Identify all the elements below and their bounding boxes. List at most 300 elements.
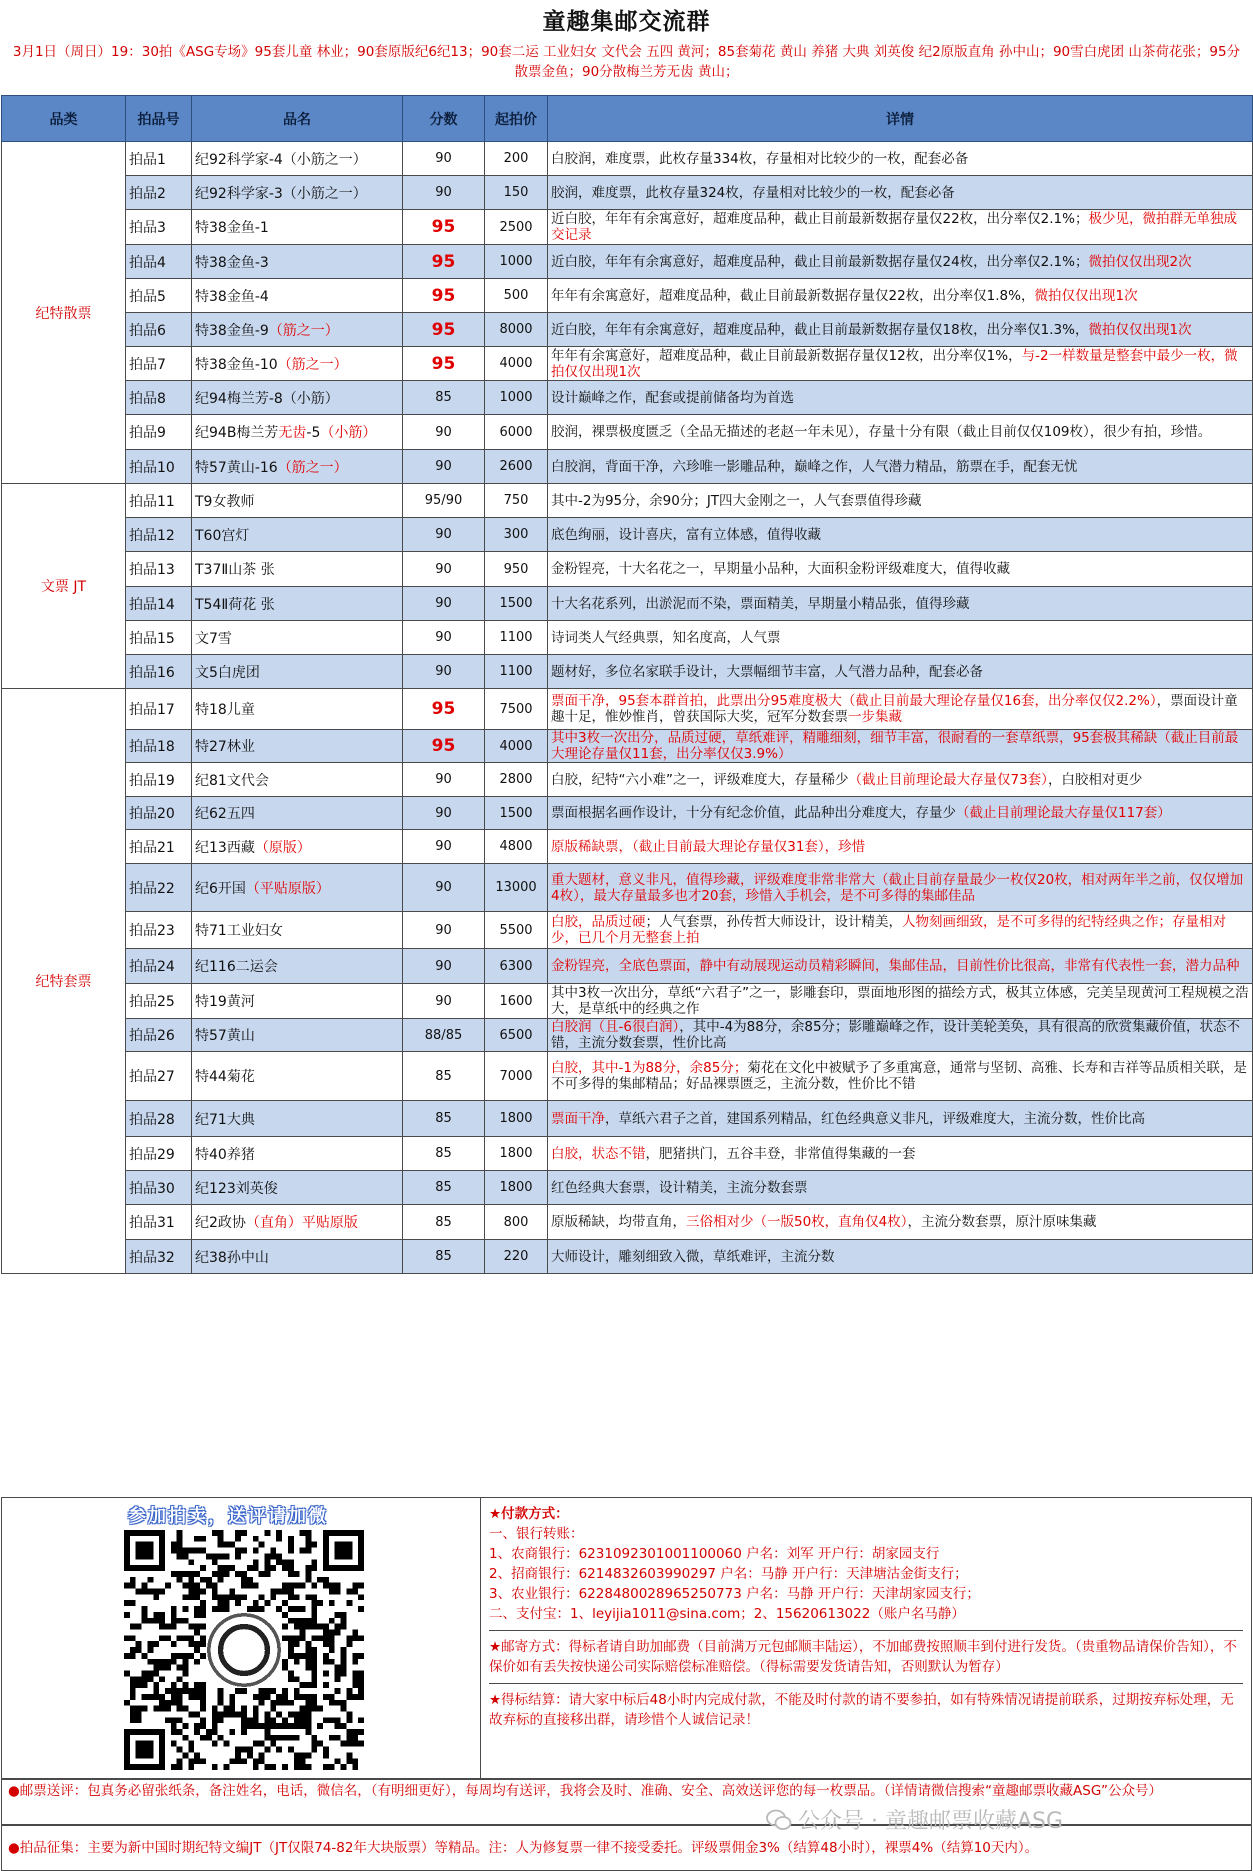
lot-detail-segment: 白胶润，难度票，此枚存量334枚，存量相对比较少的一枚，配套必备 — [551, 150, 969, 167]
lot-detail — [548, 655, 1253, 689]
lot-name — [192, 245, 403, 279]
page-title: 童趣集邮交流群 — [542, 7, 711, 35]
lot-detail-segment: 大师设计，雕刻细致入微，草纸难评，主流分数 — [551, 1248, 835, 1265]
lot-detail-segment: 年年有余寓意好，超难度品种，截止目前最新数据存量仅12枚，出分率仅1%， — [551, 347, 1022, 364]
lot-name — [192, 912, 403, 949]
lot-detail-segment: 金粉锃亮，十大名花之一，早期量小品种，大面积金粉评级难度大，值得收藏 — [551, 561, 1010, 577]
lot-name-segment: 纪38孙中山 — [195, 1249, 269, 1266]
table-row — [2, 381, 1253, 415]
lot-number: 拍品9 — [126, 415, 192, 450]
lot-name — [192, 450, 403, 484]
lot-number: 拍品16 — [126, 655, 192, 689]
lot-detail-segment: ，其中-4为88分，余85分；影雕巅峰之作，设计美轮美奂，具有很高的欣赏集藏价值，状态不错，主流分数套票，性价比高 — [551, 1019, 1241, 1051]
lot-number: 拍品21 — [126, 830, 192, 864]
lot-name-segment: 纪81文代会 — [195, 772, 269, 789]
header-price: 起拍价 — [485, 96, 548, 142]
lot-detail — [548, 984, 1253, 1019]
table-row — [2, 912, 1253, 949]
lot-score: 95 — [403, 279, 485, 313]
lot-start-price: 4000 — [485, 730, 548, 763]
lot-start-price: 1100 — [485, 621, 548, 655]
lot-start-price: 13000 — [485, 864, 548, 912]
lot-detail — [548, 730, 1253, 763]
lot-start-price: 220 — [485, 1240, 548, 1274]
lot-name — [192, 552, 403, 587]
lot-name-segment: -5 — [306, 425, 321, 441]
table-row — [2, 1137, 1253, 1171]
lot-number: 拍品15 — [126, 621, 192, 655]
lot-number: 拍品8 — [126, 381, 192, 415]
table-row — [2, 587, 1253, 621]
table-row — [2, 313, 1253, 347]
header-name: 品名 — [192, 96, 403, 142]
lot-score: 95 — [403, 689, 485, 730]
lot-name — [192, 484, 403, 518]
table-row — [2, 1101, 1253, 1137]
lot-name-segment: 纪116二运会 — [195, 959, 278, 975]
table-row — [2, 1240, 1253, 1274]
lot-detail-segment: 微拍仅仅出现1次 — [1088, 321, 1192, 338]
lot-start-price: 150 — [485, 176, 548, 210]
lot-name-segment: 特44菊花 — [195, 1069, 255, 1085]
lot-start-price: 2500 — [485, 210, 548, 245]
lot-detail — [548, 763, 1253, 797]
lot-score: 88/85 — [403, 1019, 485, 1052]
lot-name-segment: 纪94B梅兰芳 — [195, 425, 279, 441]
lot-name-segment: 特38金鱼-4 — [195, 288, 269, 305]
lot-start-price: 1800 — [485, 1101, 548, 1137]
lot-table — [1, 95, 1253, 1274]
lot-detail-segment: 近白胶，年年有余寓意好，超难度品种，截止目前最新数据存量仅18枚，出分率仅1.3%， — [551, 321, 1089, 338]
qr-caption: 参加拍卖，送评请加微 — [128, 1506, 328, 1527]
lot-score: 95 — [403, 347, 485, 381]
lot-detail — [548, 313, 1253, 347]
lot-name-segment: （筋之一） — [277, 459, 348, 476]
lot-detail — [548, 912, 1253, 949]
lot-start-price: 4800 — [485, 830, 548, 864]
lot-detail-segment: ，肥猪拱门，五谷丰登，非常值得集藏的一套 — [645, 1145, 916, 1162]
appraisal-note: ●邮票送评：包真务必留张纸条，备注姓名，电话，微信名，（有明细更好），每周均有送评，我将会及时、准确、安全、高效送评您的每一枚票品。（详情请微信搜索“童趣邮票收藏ASG”公众号） — [1, 1779, 1252, 1825]
lot-number: 拍品12 — [126, 518, 192, 552]
lot-start-price: 950 — [485, 552, 548, 587]
table-row — [2, 730, 1253, 763]
table-row — [2, 142, 1253, 176]
lot-score: 85 — [403, 1101, 485, 1137]
qr-code-icon — [124, 1530, 364, 1770]
lot-detail-segment: 重大题材，意义非凡，值得珍藏，评级难度非常非常大（截止目前存量最少一枚仅20枚，相对两年半之前，仅仅增加4枚），最大存量最多也才20套，珍惜入手机会，是不可多得的集邮佳品 — [551, 871, 1244, 904]
lot-score: 90 — [403, 830, 485, 864]
lot-name — [192, 1240, 403, 1274]
mailing-method: ★邮寄方式：得标者请自助加邮费（目前满万元包邮顺丰陆运），不加邮费按照顺丰到付进行发货。（贵重物品请保价告知），不保价如有丢失按快递公司实际赔偿标准赔偿。（得标需要发货请告知，否则默认为暂存） — [489, 1637, 1243, 1684]
lot-name — [192, 1101, 403, 1137]
category-cell: 文票 JT — [2, 484, 126, 689]
table-row — [2, 621, 1253, 655]
lot-score: 90 — [403, 142, 485, 176]
lot-score: 95 — [403, 210, 485, 245]
lot-detail-segment: 票面根据名画作设计，十分有纪念价值，此品种出分难度大，存量少 — [551, 805, 956, 821]
lot-detail-segment: 极少见，微拍群无单独成交记录 — [551, 211, 1237, 243]
lot-start-price: 2600 — [485, 450, 548, 484]
lot-name — [192, 864, 403, 912]
lot-detail-segment: 红色经典大套票，设计精美，主流分数套票 — [551, 1179, 808, 1196]
table-row — [2, 210, 1253, 245]
lot-name-segment: 无齿 — [278, 425, 307, 441]
lot-start-price: 750 — [485, 484, 548, 518]
lot-start-price: 8000 — [485, 313, 548, 347]
lot-detail-segment: 底色绚丽，设计喜庆，富有立体感，值得收藏 — [551, 526, 821, 543]
lot-score: 85 — [403, 1137, 485, 1171]
lot-name-segment: 特38金鱼-10 — [195, 356, 278, 373]
lot-number: 拍品4 — [126, 245, 192, 279]
lot-number: 拍品18 — [126, 730, 192, 763]
lot-detail — [548, 210, 1253, 245]
lot-name-segment: 特38金鱼-9 — [195, 322, 269, 339]
lot-detail-segment: 三俗相对少（一版50枚，直角仅4枚） — [686, 1214, 908, 1230]
lot-name-segment: 纪92科学家-4（小筋之一） — [195, 151, 367, 168]
lot-detail — [548, 415, 1253, 450]
table-row — [2, 949, 1253, 984]
lot-start-price: 1800 — [485, 1137, 548, 1171]
bank-transfer-title: 一、银行转账： — [489, 1526, 584, 1542]
lot-detail — [548, 1240, 1253, 1274]
lot-name-segment: T9女教师 — [195, 493, 255, 510]
lot-score: 90 — [403, 912, 485, 949]
lot-start-price: 1000 — [485, 245, 548, 279]
lot-detail-segment: （截止目前理论最大存量仅73套） — [848, 771, 1048, 788]
lot-name-segment: 特57黄山-16 — [195, 459, 278, 476]
lot-detail — [548, 1137, 1253, 1171]
category-cell: 纪特散票 — [2, 142, 126, 484]
table-row — [2, 415, 1253, 450]
table-row — [2, 689, 1253, 730]
lot-detail — [548, 864, 1253, 912]
lot-detail — [548, 245, 1253, 279]
lot-detail-segment: 其中3枚一次出分，草纸“六君子”之一，影雕套印，票面地形图的描绘方式，极其立体感，完美呈现黄河工程规模之浩大，是草纸中的经典之作 — [551, 985, 1249, 1017]
lot-start-price: 1600 — [485, 984, 548, 1019]
lot-name-segment: （直角）平贴原版 — [245, 1215, 358, 1231]
lot-score: 95 — [403, 313, 485, 347]
lot-name — [192, 689, 403, 730]
lot-start-price: 5500 — [485, 912, 548, 949]
lot-start-price: 800 — [485, 1205, 548, 1240]
header-score: 分数 — [403, 96, 485, 142]
lot-detail-segment: 白胶，纪特“六小难”之一，评级难度大，存量稀少 — [551, 771, 849, 788]
lot-number: 拍品31 — [126, 1205, 192, 1240]
lot-name — [192, 1205, 403, 1240]
lot-score: 90 — [403, 949, 485, 984]
table-row — [2, 484, 1253, 518]
lot-name-segment: 纪94梅兰芳-8（小筋） — [195, 390, 339, 407]
lot-score: 85 — [403, 1240, 485, 1274]
lot-name-segment: 特71工业妇女 — [195, 923, 283, 939]
lot-detail-segment: 原版稀缺票，（截止目前最大理论存量仅31套），珍惜 — [551, 838, 866, 855]
lot-name-segment: 特19黄河 — [195, 994, 255, 1010]
lot-name — [192, 797, 403, 830]
lot-score: 90 — [403, 176, 485, 210]
lot-detail — [548, 176, 1253, 210]
lot-score: 90 — [403, 984, 485, 1019]
bank-account-3: 3、农业银行：6228480028965250773 户名：马静 开户行：天津胡家园支行； — [489, 1586, 980, 1602]
lot-start-price: 7000 — [485, 1052, 548, 1101]
lot-detail-segment: 其中3枚一次出分，品质过硬，草纸难评，精雕细刻，细节丰富，很耐看的一套草纸票，95套极其稀缺（截止目前最大理论存量仅11套，出分率仅仅3.9%） — [551, 730, 1239, 762]
lot-name — [192, 1137, 403, 1171]
lot-name-segment: 纪62五四 — [195, 806, 255, 822]
lot-name — [192, 142, 403, 176]
lot-number: 拍品22 — [126, 864, 192, 912]
lot-detail — [548, 621, 1253, 655]
lot-score: 90 — [403, 763, 485, 797]
lot-table-body — [2, 142, 1253, 1274]
header-category: 品类 — [2, 96, 126, 142]
category-cell: 纪特套票 — [2, 689, 126, 1274]
lot-name — [192, 830, 403, 864]
lot-name — [192, 415, 403, 450]
alipay-account: 二、支付宝：1、leyijia1011@sina.com；2、15620613022（账户名马静） — [489, 1606, 965, 1622]
lot-start-price: 1800 — [485, 1171, 548, 1205]
lot-detail-segment: 白胶润，背面干净，六珍唯一影雕品种，巅峰之作，人气潜力精品，筋票在手，配套无忧 — [551, 458, 1078, 475]
payment-methods — [489, 1504, 1243, 1631]
payment-heading: ★付款方式： — [489, 1506, 569, 1522]
lot-number: 拍品27 — [126, 1052, 192, 1101]
lot-name-segment: 纪71大典 — [195, 1111, 255, 1128]
lot-detail-segment: 白胶，其中-1为88分，余85分； — [551, 1060, 748, 1076]
lot-score: 95 — [403, 730, 485, 763]
lot-name-segment: 特27林业 — [195, 739, 255, 755]
lot-detail — [548, 518, 1253, 552]
lot-number: 拍品1 — [126, 142, 192, 176]
lot-number: 拍品20 — [126, 797, 192, 830]
lot-detail — [548, 1052, 1253, 1101]
lot-name — [192, 1019, 403, 1052]
table-row — [2, 1052, 1253, 1101]
table-header-row — [2, 96, 1253, 142]
lot-score: 90 — [403, 587, 485, 621]
lot-detail-segment: 人物刻画细致，是不可多得的纪特经典之作；存量相对少，已几个月无整套上拍 — [551, 914, 1226, 946]
lot-detail-segment: 年年有余寓意好，超难度品种，截止目前最新数据存量仅22枚，出分率仅1.8%， — [551, 287, 1035, 304]
payment-info — [481, 1498, 1251, 1778]
lot-score: 90 — [403, 621, 485, 655]
watermark — [766, 1804, 1063, 1835]
table-row — [2, 245, 1253, 279]
lot-score: 90 — [403, 797, 485, 830]
lot-start-price: 6000 — [485, 415, 548, 450]
lot-detail-segment: ，主流分数套票，原汁原味集藏 — [907, 1214, 1097, 1230]
lot-detail-segment: 白胶，状态不错 — [551, 1145, 646, 1162]
lot-name — [192, 347, 403, 381]
lot-detail — [548, 347, 1253, 381]
lot-score: 90 — [403, 415, 485, 450]
lot-name-segment: 特57黄山 — [195, 1028, 255, 1044]
table-row — [2, 864, 1253, 912]
lot-name-segment: 纪13西藏 — [195, 839, 255, 856]
lot-detail-segment: 一步集藏 — [848, 709, 902, 725]
lot-score: 90 — [403, 655, 485, 689]
lot-name-segment: T60宫灯 — [195, 527, 250, 544]
lot-name-segment: （筋之一） — [277, 356, 348, 373]
lot-detail — [548, 587, 1253, 621]
settlement-rules: ★得标结算：请大家中标后48小时内完成付款，不能及时付款的请不要参拍，如有特殊情况请提前联系，过期按弃标处理，无故弃标的直接移出群，请珍惜个人诚信记录！ — [489, 1692, 1234, 1728]
lot-detail-segment: 近白胶，年年有余寓意好，超难度品种，截止目前最新数据存量仅24枚，出分率仅2.1%； — [551, 253, 1089, 270]
table-row — [2, 279, 1253, 313]
lot-name — [192, 1052, 403, 1101]
lot-name — [192, 176, 403, 210]
table-row — [2, 1205, 1253, 1240]
lot-detail-segment: 其中-2为95分，余90分；JT四大金刚之一，人气套票值得珍藏 — [551, 492, 922, 509]
lot-start-price: 500 — [485, 279, 548, 313]
lot-score: 90 — [403, 864, 485, 912]
lot-name — [192, 518, 403, 552]
lot-detail-segment: 白胶，品质过硬 — [551, 914, 646, 930]
lot-start-price: 7500 — [485, 689, 548, 730]
lot-name-segment: T37Ⅱ山茶 张 — [195, 562, 275, 578]
table-row — [2, 347, 1253, 381]
lot-number: 拍品13 — [126, 552, 192, 587]
lot-score: 95 — [403, 245, 485, 279]
lot-start-price: 6500 — [485, 1019, 548, 1052]
table-row — [2, 797, 1253, 830]
lot-number: 拍品11 — [126, 484, 192, 518]
lot-name — [192, 621, 403, 655]
lot-number: 拍品32 — [126, 1240, 192, 1274]
lot-detail-segment: 白胶润（且-6很白润） — [551, 1019, 680, 1035]
lot-number: 拍品29 — [126, 1137, 192, 1171]
lot-detail — [548, 1171, 1253, 1205]
lot-score: 85 — [403, 381, 485, 415]
lot-number: 拍品14 — [126, 587, 192, 621]
lot-detail — [548, 450, 1253, 484]
lot-number: 拍品17 — [126, 689, 192, 730]
lot-number: 拍品6 — [126, 313, 192, 347]
lot-detail — [548, 484, 1253, 518]
table-row — [2, 830, 1253, 864]
lot-name — [192, 730, 403, 763]
lot-detail-segment: 原版稀缺，均带直角， — [551, 1214, 686, 1230]
lot-name — [192, 1171, 403, 1205]
lot-name — [192, 587, 403, 621]
lot-start-price: 4000 — [485, 347, 548, 381]
lot-name — [192, 984, 403, 1019]
lot-name-segment: （平贴原版） — [245, 880, 330, 897]
lot-detail — [548, 797, 1253, 830]
header-detail: 详情 — [548, 96, 1253, 142]
wechat-icon — [766, 1809, 792, 1831]
lot-start-price: 1500 — [485, 587, 548, 621]
lot-detail-segment: ，草纸六君子之首，建国系列精品，红色经典意义非凡，评级难度大，主流分数，性价比高 — [605, 1110, 1145, 1127]
lot-start-price: 1000 — [485, 381, 548, 415]
table-row — [2, 655, 1253, 689]
lot-name-segment: 纪6开国 — [195, 880, 246, 897]
lot-score: 85 — [403, 1205, 485, 1240]
table-row — [2, 763, 1253, 797]
lot-name — [192, 381, 403, 415]
header-lot: 拍品号 — [126, 96, 192, 142]
lot-detail-segment: ，白胶相对更少 — [1047, 771, 1143, 788]
table-row — [2, 518, 1253, 552]
lot-name-segment: 纪92科学家-3（小筋之一） — [195, 185, 367, 202]
lot-detail — [548, 279, 1253, 313]
lot-number: 拍品19 — [126, 763, 192, 797]
lot-detail-segment: 与-2一样数量是整套中最少一枚，微拍仅仅出现1次 — [551, 347, 1238, 380]
lot-name-segment: 纪123刘英俊 — [195, 1180, 278, 1197]
lot-detail-segment: （截止目前理论最大存量仅117套） — [956, 805, 1171, 821]
lot-name-segment: （小筋） — [320, 425, 377, 441]
lot-detail — [548, 830, 1253, 864]
lot-score: 85 — [403, 1052, 485, 1101]
lot-detail-segment: 菊花在文化中被赋予了多重寓意，通常与坚韧、高雅、长寿和吉祥等品质相关联，是不可多得的集邮精品；好品裸票匮乏，主流分数，性价比不错 — [551, 1060, 1247, 1092]
bank-account-1: 1、农商银行：6231092301001100060 户名：刘军 开户行：胡家园支行 — [489, 1546, 940, 1562]
lot-number: 拍品30 — [126, 1171, 192, 1205]
watermark-text: 公众号 · 童趣邮票收藏ASG — [798, 1809, 1064, 1834]
lot-name-segment: 特38金鱼-1 — [195, 220, 269, 236]
lot-detail-segment: 近白胶，年年有余寓意好，超难度品种，截止目前最新数据存量仅22枚，出分率仅2.1%； — [551, 211, 1089, 227]
lot-number: 拍品2 — [126, 176, 192, 210]
lot-number: 拍品25 — [126, 984, 192, 1019]
lot-detail — [548, 142, 1253, 176]
lot-detail — [548, 949, 1253, 984]
lot-score: 85 — [403, 1171, 485, 1205]
lot-number: 拍品23 — [126, 912, 192, 949]
lot-detail-segment: 票面干净 — [551, 1110, 605, 1127]
lot-number: 拍品10 — [126, 450, 192, 484]
lot-name-segment: 文5白虎团 — [195, 664, 260, 681]
lot-name-segment: （原版） — [254, 839, 311, 856]
lot-detail — [548, 552, 1253, 587]
lot-start-price: 300 — [485, 518, 548, 552]
payment-section — [1, 1497, 1252, 1779]
lot-name-segment: （筋之一） — [268, 322, 339, 339]
lot-detail — [548, 381, 1253, 415]
lot-name — [192, 210, 403, 245]
lot-score: 90 — [403, 518, 485, 552]
lot-name-segment: 特38金鱼-3 — [195, 254, 269, 271]
lot-number: 拍品28 — [126, 1101, 192, 1137]
lot-start-price: 6300 — [485, 949, 548, 984]
lot-detail-segment: ，票面设计童趣十足，惟妙惟肖，曾获国际大奖，冠军分数套票 — [551, 693, 1238, 725]
table-row — [2, 1019, 1253, 1052]
lot-number: 拍品24 — [126, 949, 192, 984]
lot-name — [192, 655, 403, 689]
lot-name-segment: 文7雪 — [195, 630, 232, 647]
lot-detail — [548, 1019, 1253, 1052]
lot-detail-segment: ；人气套票，孙传哲大师设计，设计精美， — [645, 914, 902, 930]
lot-detail-segment: 设计巅峰之作，配套或提前储备均为首选 — [551, 389, 794, 406]
lot-name-segment: 特18儿童 — [195, 702, 255, 718]
lot-score: 95/90 — [403, 484, 485, 518]
lot-detail-segment: 票面干净，95套本群首拍，此票出分95难度极大（截止目前最大理论存量仅16套，出分率仅仅2.2%） — [551, 693, 1157, 709]
lot-detail-segment: 微拍仅仅出现1次 — [1034, 287, 1138, 304]
lot-detail — [548, 689, 1253, 730]
lot-detail — [548, 1101, 1253, 1137]
lot-detail-segment: 题材好，多位名家联手设计，大票幅细节丰富，人气潜力品种，配套必备 — [551, 663, 983, 680]
lot-name — [192, 313, 403, 347]
lot-number: 拍品7 — [126, 347, 192, 381]
lot-name — [192, 949, 403, 984]
lot-detail-segment: 胶润，裸票极度匮乏（全品无描述的老赵一年未见），存量十分有限（截止目前仅仅109枚），很少有拍，珍惜。 — [551, 424, 1212, 440]
auction-notice: 3月1日（周日）19：30拍《ASG专场》95套儿童 林业；90套原版纪6纪13；90套二运 工业妇女 文代会 五四 黄河；85套菊花 黄山 养猪 大典 刘英俊 纪2原版直角 孙中山；90雪白虎团 山茶荷花张；95分散票金鱼；90分散梅兰芳无齿 黄山； — [12, 44, 1241, 80]
lot-name-segment: 特40养猪 — [195, 1146, 255, 1163]
lot-name — [192, 279, 403, 313]
lot-name-segment: T54Ⅱ荷花 张 — [195, 596, 275, 613]
lot-number: 拍品3 — [126, 210, 192, 245]
lot-start-price: 2800 — [485, 763, 548, 797]
table-row — [2, 1171, 1253, 1205]
lot-name — [192, 763, 403, 797]
lot-score: 90 — [403, 552, 485, 587]
lot-detail-segment: 胶润，难度票，此枚存量324枚，存量相对比较少的一枚，配套必备 — [551, 184, 955, 201]
lot-start-price: 200 — [485, 142, 548, 176]
lot-start-price: 1100 — [485, 655, 548, 689]
lot-start-price: 1500 — [485, 797, 548, 830]
